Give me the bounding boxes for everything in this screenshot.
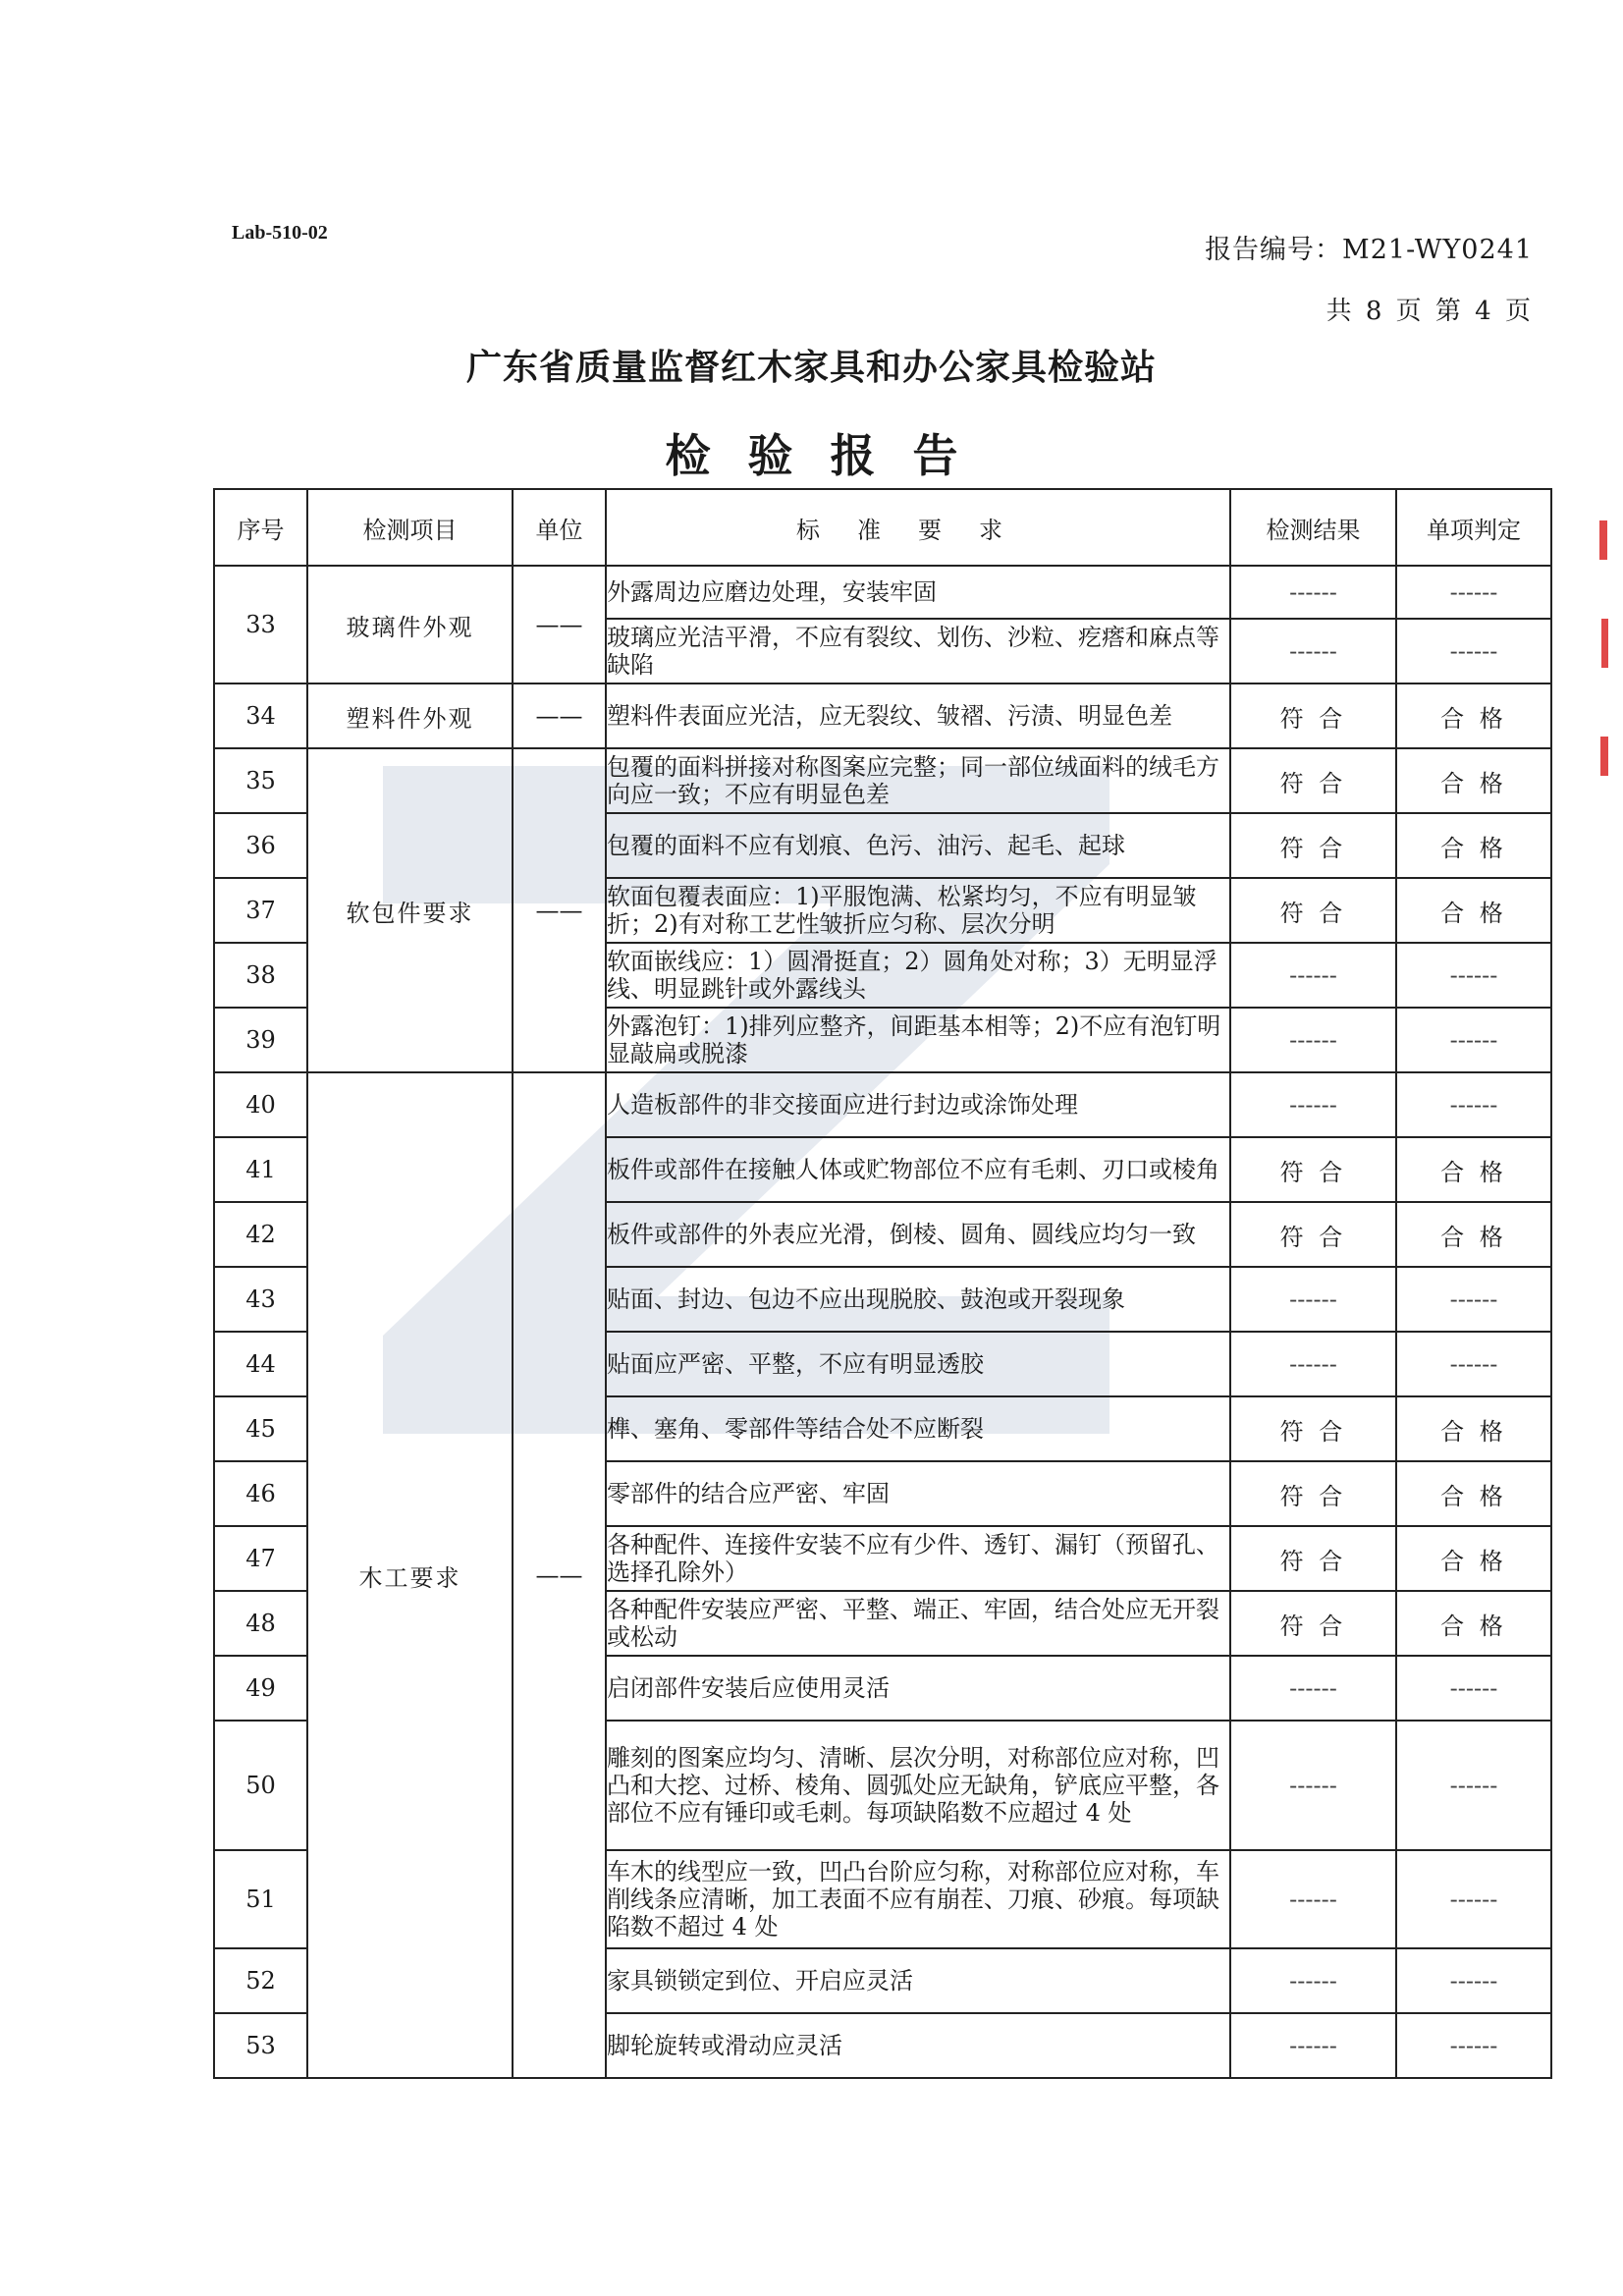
requirement-cell: 玻璃应光洁平滑，不应有裂纹、划伤、沙粒、疙瘩和麻点等缺陷 (606, 619, 1230, 683)
requirement-cell: 贴面应严密、平整，不应有明显透胶 (606, 1332, 1230, 1396)
result-cell: 符 合 (1230, 813, 1396, 878)
table-row (214, 748, 1551, 813)
judgement-cell: ------ (1449, 637, 1498, 665)
judgement-cell: 合 格 (1396, 1526, 1551, 1591)
judgement-cell: 合 格 (1396, 748, 1551, 813)
requirement-cell: 软面嵌线应：1）圆滑挺直；2）圆角处对称；3）无明显浮线、明显跳针或外露线头 (606, 943, 1230, 1008)
requirement-cell: 包覆的面料拼接对称图案应完整；同一部位绒面料的绒毛方向应一致；不应有明显色差 (606, 748, 1230, 813)
item-wood: 木工要求 (307, 1072, 513, 2078)
requirement-cell: 各种配件安装应严密、平整、端正、牢固，结合处应无开裂或松动 (606, 1591, 1230, 1656)
requirement-cell: 包覆的面料不应有划痕、色污、油污、起毛、起球 (606, 813, 1230, 878)
judgement-cell: 合 格 (1396, 1461, 1551, 1526)
unit-plastic: —— (513, 683, 606, 748)
result-cell: ------ (1289, 1674, 1337, 1702)
judgement-cell: ------ (1449, 1285, 1498, 1313)
lab-code: Lab-510-02 (232, 222, 328, 244)
result-cell: ------ (1289, 1285, 1337, 1313)
row-no: 48 (214, 1591, 307, 1656)
result-cell: 符 合 (1230, 1396, 1396, 1461)
page-info: 共 8 页 第 4 页 (1325, 297, 1531, 326)
row-no: 43 (214, 1267, 307, 1332)
result-cell: 符 合 (1230, 748, 1396, 813)
row-no: 51 (214, 1850, 307, 1948)
result-cell: ------ (1289, 961, 1337, 989)
row-no: 46 (214, 1461, 307, 1526)
table-row (214, 683, 1551, 748)
row-no: 40 (214, 1072, 307, 1137)
row-no: 44 (214, 1332, 307, 1396)
edge-stamp-mark (1596, 511, 1615, 805)
judgement-cell: ------ (1449, 2032, 1498, 2059)
row-no: 45 (214, 1396, 307, 1461)
judgement-cell: 合 格 (1396, 813, 1551, 878)
result-cell: ------ (1289, 637, 1337, 665)
row-no: 36 (214, 813, 307, 878)
requirement-cell: 外露周边应磨边处理，安装牢固 (606, 566, 1230, 619)
judgement-cell: 合 格 (1396, 1591, 1551, 1656)
row-no: 49 (214, 1656, 307, 1721)
requirement-cell: 启闭部件安装后应使用灵活 (606, 1656, 1230, 1721)
row-no: 50 (214, 1721, 307, 1850)
requirement-cell: 榫、塞角、零部件等结合处不应断裂 (606, 1396, 1230, 1461)
judgement-cell: ------ (1449, 1091, 1498, 1119)
requirement-cell: 板件或部件在接触人体或贮物部位不应有毛刺、刃口或棱角 (606, 1137, 1230, 1202)
header-requirement: 标准要求 (606, 489, 1230, 566)
header-unit: 单位 (513, 489, 606, 566)
requirement-cell: 零部件的结合应严密、牢固 (606, 1461, 1230, 1526)
row-no: 53 (214, 2013, 307, 2078)
judgement-cell: 合 格 (1396, 1137, 1551, 1202)
header-judgement: 单项判定 (1396, 489, 1551, 566)
organization-title: 广东省质量监督红木家具和办公家具检验站 (465, 348, 1157, 388)
judgement-cell: ------ (1449, 1886, 1498, 1913)
item-plastic: 塑料件外观 (307, 683, 513, 748)
result-cell: ------ (1289, 578, 1337, 606)
judgement-cell: ------ (1449, 1026, 1498, 1054)
item-glass: 玻璃件外观 (307, 566, 513, 683)
row-no: 41 (214, 1137, 307, 1202)
row-no: 35 (214, 748, 307, 813)
judgement-cell: 合 格 (1396, 1202, 1551, 1267)
row-no: 39 (214, 1008, 307, 1072)
table-row (214, 566, 1551, 619)
requirement-cell: 外露泡钉：1)排列应整齐，间距基本相等；2)不应有泡钉明显敲扁或脱漆 (606, 1008, 1230, 1072)
header-item: 检测项目 (307, 489, 513, 566)
row-no: 38 (214, 943, 307, 1008)
requirement-cell: 脚轮旋转或滑动应灵活 (606, 2013, 1230, 2078)
judgement-cell: 合 格 (1396, 878, 1551, 943)
requirement-cell: 板件或部件的外表应光滑，倒棱、圆角、圆线应均匀一致 (606, 1202, 1230, 1267)
result-cell: ------ (1289, 1350, 1337, 1378)
table-header-row (214, 489, 1551, 566)
requirement-cell: 各种配件、连接件安装不应有少件、透钉、漏钉（预留孔、选择孔除外） (606, 1526, 1230, 1591)
result-cell: ------ (1289, 1967, 1337, 1995)
result-cell: 符 合 (1230, 683, 1396, 748)
inspection-table (213, 488, 1552, 2079)
row-no: 42 (214, 1202, 307, 1267)
judgement-cell: ------ (1449, 1350, 1498, 1378)
requirement-cell: 车木的线型应一致，凹凸台阶应匀称，对称部位应对称，车削线条应清晰，加工表面不应有崩茬、刀痕、砂痕。每项缺陷数不超过 4 处 (606, 1850, 1230, 1948)
result-cell: 符 合 (1230, 1137, 1396, 1202)
judgement-cell: 合 格 (1396, 1396, 1551, 1461)
requirement-cell: 软面包覆表面应：1)平服饱满、松紧均匀，不应有明显皱折；2)有对称工艺性皱折应匀称、层次分明 (606, 878, 1230, 943)
result-cell: ------ (1289, 2032, 1337, 2059)
result-cell: 符 合 (1230, 1526, 1396, 1591)
requirement-cell: 雕刻的图案应均匀、清晰、层次分明，对称部位应对称，凹凸和大挖、过桥、棱角、圆弧处应无缺角，铲底应平整，各部位不应有锤印或毛刺。每项缺陷数不应超过 4 处 (606, 1721, 1230, 1850)
result-cell: 符 合 (1230, 1591, 1396, 1656)
report-number: 报告编号：M21-WY0241 (1205, 235, 1533, 265)
result-cell: 符 合 (1230, 1202, 1396, 1267)
row-no: 34 (214, 683, 307, 748)
unit-glass: —— (513, 566, 606, 683)
row-no: 52 (214, 1948, 307, 2013)
result-cell: ------ (1289, 1886, 1337, 1913)
row-no: 37 (214, 878, 307, 943)
requirement-cell: 贴面、封边、包边不应出现脱胶、鼓泡或开裂现象 (606, 1267, 1230, 1332)
unit-soft: —— (513, 748, 606, 1072)
judgement-cell: ------ (1449, 1772, 1498, 1799)
judgement-cell: ------ (1449, 1674, 1498, 1702)
judgement-cell: ------ (1449, 961, 1498, 989)
row-no: 33 (214, 566, 307, 683)
judgement-cell: 合 格 (1396, 683, 1551, 748)
header-result: 检测结果 (1230, 489, 1396, 566)
judgement-cell: ------ (1449, 578, 1498, 606)
table-row (214, 1072, 1551, 1137)
requirement-cell: 家具锁锁定到位、开启应灵活 (606, 1948, 1230, 2013)
result-cell: ------ (1289, 1026, 1337, 1054)
result-cell: ------ (1289, 1091, 1337, 1119)
requirement-cell: 塑料件表面应光洁，应无裂纹、皱褶、污渍、明显色差 (606, 683, 1230, 748)
unit-wood: —— (513, 1072, 606, 2078)
requirement-cell: 人造板部件的非交接面应进行封边或涂饰处理 (606, 1072, 1230, 1137)
item-soft: 软包件要求 (307, 748, 513, 1072)
document-title: 检验报告 (665, 429, 996, 482)
header-no: 序号 (214, 489, 307, 566)
result-cell: 符 合 (1230, 1461, 1396, 1526)
row-no: 47 (214, 1526, 307, 1591)
result-cell: 符 合 (1230, 878, 1396, 943)
result-cell: ------ (1289, 1772, 1337, 1799)
judgement-cell: ------ (1449, 1967, 1498, 1995)
